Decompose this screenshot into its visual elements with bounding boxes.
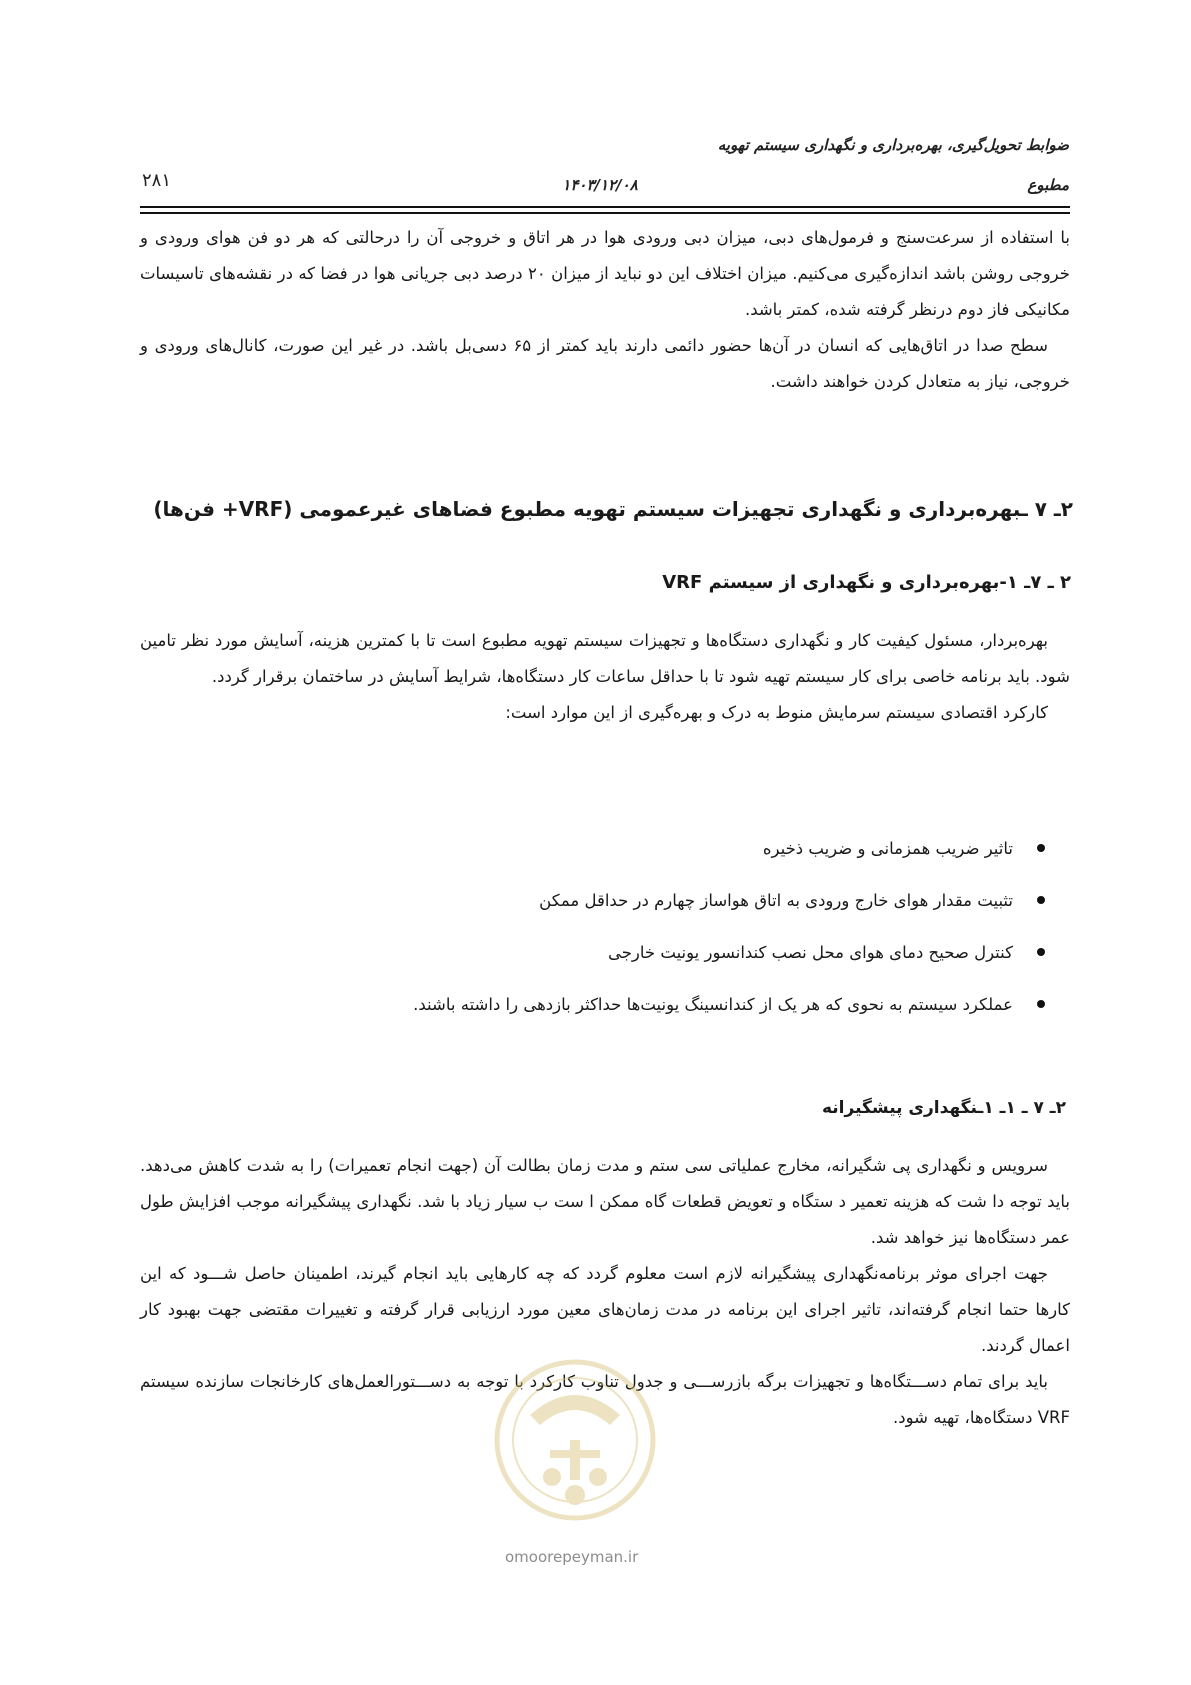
header-subtitle: مطبوع [1027, 176, 1069, 194]
section-heading: ۲ـ ۷ ـبهره‌برداری و نگهداری تجهیزات سیستم تهویه مطبوع فضاهای غیرعمومی (VRF+ فن‌ها) [153, 497, 1073, 521]
header-rule-bottom [140, 212, 1070, 214]
subsection-heading: ۲ ـ ۷ـ ۱-بهره‌برداری و نگهداری از سیستم VRF [662, 572, 1071, 593]
body-paragraph: سرویس و نگهداری پی شگیرانه، مخارج عملیاتی سی ستم و مدت زمان بطالت آن (جهت انجام تعمیرات) را به شدت کاهش می‌دهد. باید توجه دا شت که هزینه تعمیر د ستگاه و تعویض قطعات گاه ممکن ا ست ب سیار زیاد با شد. نگهداری پیشگیرانه موجب افزایش طول عمر دستگاه‌ها نیز خواهد شد. [140, 1156, 1070, 1247]
body-paragraph: کارکرد اقتصادی سیستم سرمایش منوط به درک و بهره‌گیری از این موارد است: [505, 703, 1048, 722]
watermark-url: omoorepeyman.ir [505, 1548, 639, 1566]
header-rule-top [140, 206, 1070, 208]
subsection-body [140, 623, 1070, 731]
list-item: کنترل صحیح دمای هوای محل نصب کندانسور یونیت خارجی [231, 927, 1071, 979]
bullet-list [231, 823, 1071, 1031]
intro-paragraph: با استفاده از سرعت‌سنج و فرمول‌های دبی، میزان دبی ورودی هوا در هر اتاق و خروجی آن را درحالتی که هر دو فن هوای ورودی و خروجی روشن باشد اندازه‌گیری می‌کنیم. میزان اختلاف این دو نباید از میزان ۲۰ درصد دبی جریانی هوا در فضا که در نقشه‌های تاسیسات مکانیکی فاز دوم درنظر گرفته شده، کمتر باشد. [140, 228, 1070, 319]
intro-section [140, 220, 1070, 400]
preventive-maintenance-heading: ۲ـ ۷ ـ ۱ـ ۱ـنگهداری پیشگیرانه [821, 1098, 1066, 1118]
intro-paragraph: سطح صدا در اتاق‌هایی که انسان در آن‌ها حضور دائمی دارند باید کمتر از ۶۵ دسی‌بل باشد. در غیر این صورت، کانال‌های ورودی و خروجی، نیاز به متعادل کردن خواهند داشت. [140, 336, 1070, 391]
list-item: تاثیر ضریب همزمانی و ضریب ذخیره [231, 823, 1071, 875]
header-title: ضوابط تحویل‌گیری، بهره‌برداری و نگهداری سیستم تهویه [717, 136, 1069, 154]
header-date: ۱۴۰۳/۱۲/۰۸ [562, 176, 638, 194]
list-item: عملکرد سیستم به نحوی که هر یک از کندانسینگ یونیت‌ها حداکثر بازدهی را داشته باشند. [231, 979, 1071, 1031]
body-paragraph: جهت اجرای موثر برنامه‌نگهداری پیشگیرانه لازم است معلوم گردد که چه کارهایی باید انجام گیرند، اطمینان حاصل شـــود که این کارها حتما انجام گرفته‌اند، تاثیر اجرای این برنامه در مدت زمان‌های معین مورد ارزیابی قرار گرفته و تغییرات مقتضی جهت بهبود کار اعمال گردند. [140, 1264, 1070, 1355]
page-number: ۲۸۱ [142, 170, 172, 191]
body-paragraph: باید برای تمام دســـتگاه‌ها و تجهیزات برگه بازرســـی و جدول تناوب کارکرد با توجه به دســـتورالعمل‌های کارخانجات سازنده سیستم VRF دستگاه‌ها، تهیه شود. [140, 1372, 1070, 1427]
list-item: تثبیت مقدار هوای خارج ورودی به اتاق هواساز چهارم در حداقل ممکن [231, 875, 1071, 927]
bullet-dot-icon [1037, 844, 1045, 852]
watermark-seal-icon [490, 1345, 660, 1535]
bullet-dot-icon [1037, 948, 1045, 956]
bullet-dot-icon [1037, 896, 1045, 904]
bullet-dot-icon [1037, 1000, 1045, 1008]
body-paragraph: بهره‌بردار، مسئول کیفیت کار و نگهداری دستگاه‌ها و تجهیزات سیستم تهویه مطبوع است تا با کمترین هزینه، آسایش مورد نظر تامین شود. باید برنامه خاصی برای کار سیستم تهیه شود تا با حداقل ساعات کار دستگاه‌ها، شرایط آسایش در ساختمان برقرار گردد. [140, 631, 1070, 686]
